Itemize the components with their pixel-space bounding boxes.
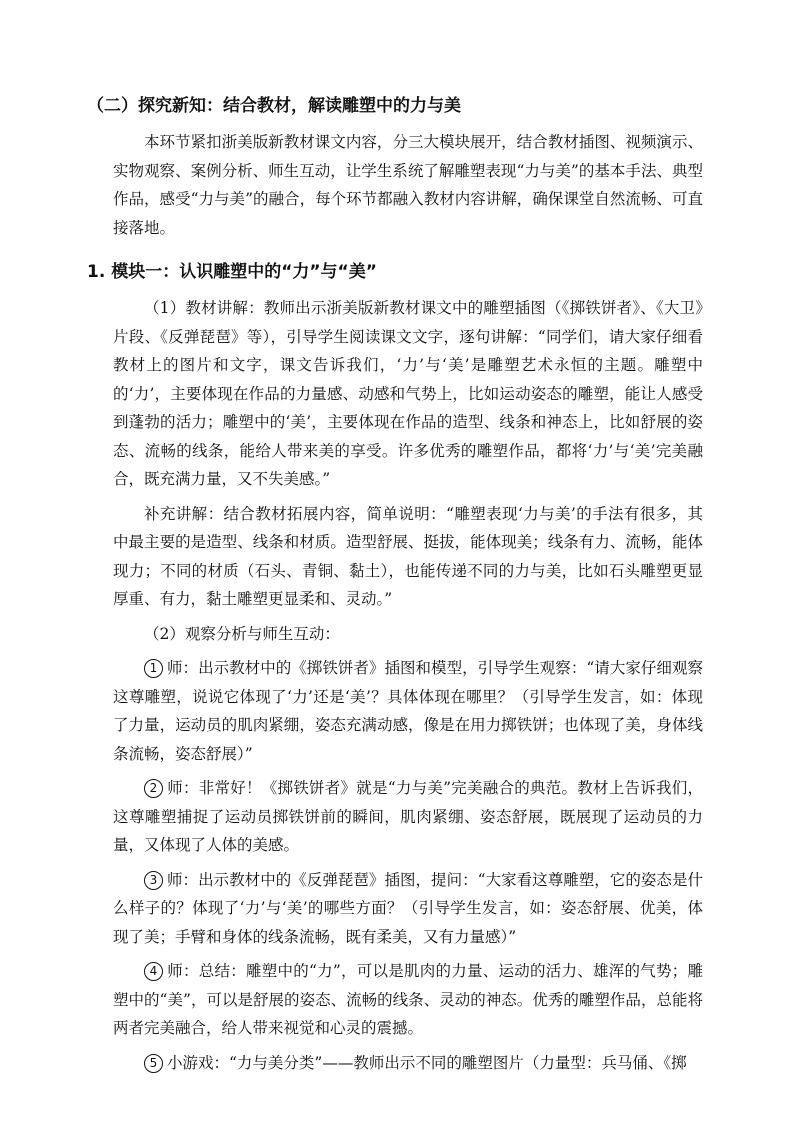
list-item xyxy=(113,957,703,1043)
list-item-text: 师：出示教材中的《反弹琵琶》插图，提问：“大家看这尊雕塑，它的姿态是什么样子的？体现了‘力’与‘美’的哪些方面？（引导学生发言，如：姿态舒展、优美，体现了美；手臂和身体的线条流畅，既有柔美，又有力量感）” xyxy=(113,870,703,946)
list-item-text: 师：总结：雕塑中的“力”，可以是肌肉的力量、运动的活力、雄浑的气势；雕塑中的“美”，可以是舒展的姿态、流畅的线条、灵动的神态。优秀的雕塑作品，总能将两者完美融合，给人带来视觉和心灵的震撼。 xyxy=(113,962,703,1037)
list-item-text: 师：非常好！《掷铁饼者》就是“力与美”完美融合的典范。教材上告诉我们，这尊雕塑捕捉了运动员掷铁饼前的瞬间，肌肉紧绷、姿态舒展，既展现了运动员的力量，又体现了人体的美感。 xyxy=(113,779,703,854)
section-heading: （二）探究新知：结合教材，解读雕塑中的力与美 xyxy=(87,96,461,116)
circled-number-2: 2 xyxy=(144,779,163,798)
circled-number-5: 5 xyxy=(144,1054,163,1073)
module-one-heading: 1. 模块一：认识雕塑中的“力”与“美” xyxy=(87,262,377,282)
list-item-text: 小游戏：“力与美分类”——教师出示不同的雕塑图片（力量型：兵马俑、《掷 xyxy=(167,1053,687,1072)
list-item-text: 师：出示教材中的《掷铁饼者》插图和模型，引导学生观察：“请大家仔细观察这尊雕塑，说说它体现了‘力’还是‘美’？具体体现在哪里？（引导学生发言，如：体现了力量，运动员的肌肉紧绷，姿态充满动感，像是在用力掷铁饼；也体现了美，身体线条流畅，姿态舒展）” xyxy=(113,659,703,763)
textbook-explanation-paragraph: （1）教材讲解：教师出示浙美版新教材课文中的雕塑插图（《掷铁饼者》、《大卫》片段、《反弹琵琶》等），引导学生阅读课文文字，逐句讲解：“同学们，请大家仔细看教材上的图片和文字，课文告诉我们，‘力’与‘美’是雕塑艺术永恒的主题。雕塑中的‘力’，主要体现在作品的力量感、动感和气势上，比如运动姿态的雕塑，能让人感受到蓬勃的活力；雕塑中的‘美’，主要体现在作品的造型、线条和神态上，比如舒展的姿态、流畅的线条，能给人带来美的享受。许多优秀的雕塑作品，都将‘力’与‘美’完美融合，既充满力量，又不失美感。” xyxy=(113,299,703,488)
list-item xyxy=(113,774,703,860)
document-body xyxy=(87,92,703,1083)
list-item xyxy=(113,654,703,768)
circled-number-3: 3 xyxy=(144,871,163,890)
circled-number-4: 4 xyxy=(144,962,163,981)
supplementary-explanation-paragraph: 补充讲解：结合教材拓展内容，简单说明：“雕塑表现‘力与美’的手法有很多，其中最主要的是造型、线条和材质。造型舒展、挺拔，能体现美；线条有力、流畅，能体现力；不同的材质（石头、青铜、黏土），也能传递不同的力与美，比如石头雕塑更显厚重、有力，黏土雕塑更显柔和、灵动。” xyxy=(113,504,703,608)
observation-heading-paragraph: （2）观察分析与师生互动： xyxy=(144,624,340,643)
circled-number-1: 1 xyxy=(144,659,163,678)
list-item xyxy=(113,866,703,952)
list-item xyxy=(113,1049,703,1078)
intro-paragraph: 本环节紧扣浙美版新教材课文内容，分三大模块展开，结合教材插图、视频演示、实物观察、案例分析、师生互动，让学生系统了解雕塑表现“力与美”的基本手法、典型作品，感受“力与美”的融合，每个环节都融入教材内容讲解，确保课堂自然流畅、可直接落地。 xyxy=(113,133,703,237)
